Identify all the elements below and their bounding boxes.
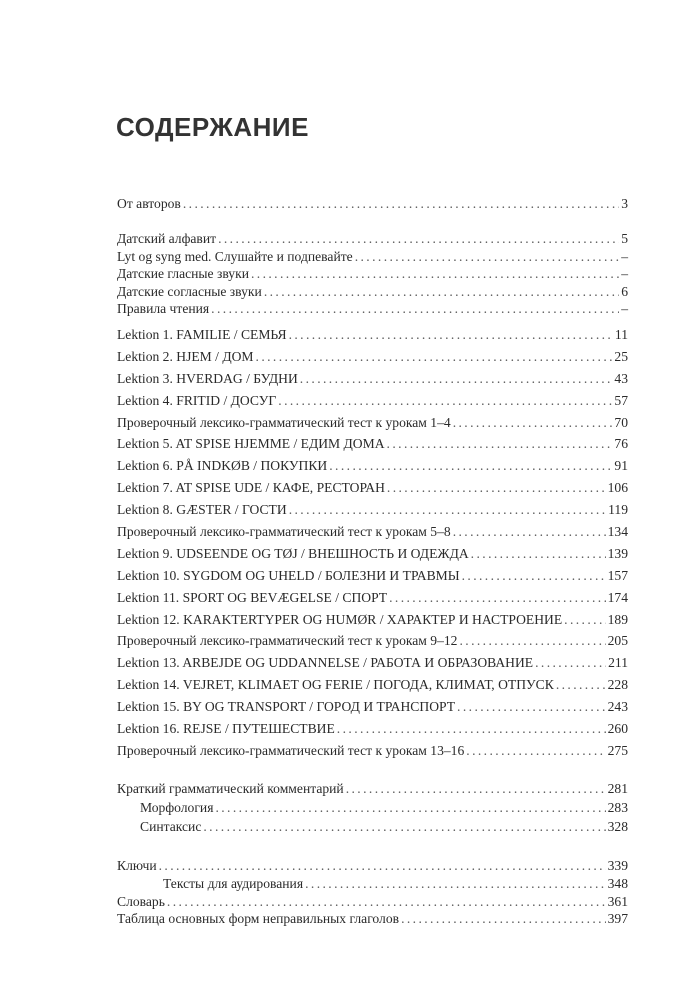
toc-entry-page: 205	[607, 633, 628, 649]
dot-leader	[387, 480, 606, 496]
toc-entry-page: 328	[607, 819, 628, 834]
toc-group-phonetics	[117, 231, 628, 319]
toc-entry[interactable]	[117, 284, 628, 302]
toc-entry-title: Lektion 14. VEJRET, KLIMAET OG FERIE / ПОГОДА, КЛИМАТ, ОТПУСК	[117, 677, 554, 693]
toc-entry-page: 5	[621, 231, 628, 246]
toc-entry-page: 139	[607, 545, 628, 561]
dot-leader	[300, 371, 613, 387]
toc-entry[interactable]	[117, 249, 628, 267]
toc-entry-page: 174	[607, 589, 628, 605]
toc-entry-title: Lektion 9. UDSEENDE OG TØJ / ВНЕШНОСТЬ И ОДЕЖДА	[117, 545, 469, 561]
toc-entry-title: Lektion 6. PÅ INDKØB / ПОКУПКИ	[117, 458, 328, 474]
toc-entry[interactable]	[117, 480, 628, 502]
toc-entry-title: Lektion 15. BY OG TRANSPORT / ГОРОД И ТРАНСПОРТ	[117, 699, 456, 715]
toc-entry[interactable]	[117, 781, 628, 800]
toc-entry[interactable]	[117, 458, 628, 480]
toc-entry[interactable]	[117, 633, 628, 655]
dot-leader	[256, 349, 613, 365]
dot-leader	[453, 415, 613, 431]
toc-entry[interactable]	[117, 393, 628, 415]
toc-entry-title: Проверочный лексико-грамматический тест к урокам 5–8	[117, 524, 451, 540]
toc-entry-page: 243	[607, 699, 628, 715]
toc-entry-page: 6	[621, 283, 628, 299]
toc-entry-page: 228	[607, 677, 628, 693]
toc-entry-page: 339	[607, 858, 628, 873]
dot-leader	[337, 721, 606, 737]
toc-entry-title: Lyt og syng med. Слушайте и подпевайте	[117, 248, 353, 264]
toc-entry[interactable]	[117, 677, 628, 699]
toc-entry-title: Краткий грамматический комментарий	[117, 781, 344, 796]
toc-entry-page: –	[621, 301, 628, 316]
toc-entry-title: Lektion 3. HVERDAG / БУДНИ	[117, 370, 298, 386]
toc-entry-title: Датские согласные звуки	[117, 283, 262, 299]
toc-entry-title: Правила чтения	[117, 301, 210, 316]
toc-entry-title: Lektion 2. HJEM / ДОМ	[117, 348, 254, 364]
toc-entry-title: Таблица основных форм неправильных глаголов	[117, 911, 400, 927]
toc-entry[interactable]	[117, 612, 628, 634]
toc-entry-page: –	[621, 266, 628, 281]
dot-leader	[387, 436, 613, 452]
toc-entry[interactable]	[117, 819, 628, 838]
toc-entry[interactable]	[117, 524, 628, 546]
toc-entry-page: 189	[607, 611, 628, 627]
toc-entry-page: 91	[614, 458, 628, 474]
toc-entry-page: 361	[607, 893, 628, 909]
dot-leader	[289, 502, 606, 518]
toc-entry-title: Синтаксис	[140, 819, 202, 834]
toc-entry-page: 134	[607, 524, 628, 540]
dot-leader	[389, 590, 606, 606]
toc-entry-title: Lektion 10. SYGDOM OG UHELD / БОЛЕЗНИ И ТРАВМЫ	[117, 567, 460, 583]
dot-leader	[215, 800, 605, 816]
toc-entry-title: Lektion 4. FRITID / ДОСУГ	[117, 392, 277, 408]
toc-entry-title: Lektion 12. KARAKTERTYPER OG HUMØR / ХАРАКТЕР И НАСТРОЕНИЕ	[117, 611, 563, 627]
toc-entry[interactable]	[117, 371, 628, 393]
toc-entry[interactable]	[117, 894, 628, 912]
dot-leader	[355, 249, 620, 265]
toc-entry-title: Датские гласные звуки	[117, 266, 249, 281]
dot-leader	[471, 546, 606, 562]
dot-leader	[462, 568, 606, 584]
dot-leader	[535, 655, 606, 671]
dot-leader	[329, 458, 612, 474]
toc-entry-page: 157	[607, 567, 628, 583]
toc-entry-page: 57	[614, 392, 628, 408]
toc-entry-title: Lektion 16. REJSE / ПУТЕШЕСТВИЕ	[117, 721, 335, 737]
toc-entry-title: Проверочный лексико-грамматический тест к урокам 13–16	[117, 742, 465, 758]
toc-entry-page: 11	[614, 327, 628, 342]
dot-leader	[264, 284, 619, 300]
toc-entry[interactable]	[117, 876, 628, 894]
dot-leader	[251, 266, 619, 282]
page-title: СОДЕРЖАНИЕ	[116, 112, 309, 142]
toc-entry-page: 25	[614, 348, 628, 364]
toc-entry-title: Ключи	[117, 858, 157, 873]
toc-entry[interactable]	[117, 502, 628, 524]
toc-entry-page: 3	[621, 196, 628, 211]
toc-entry-title: Датский алфавит	[117, 231, 217, 246]
dot-leader	[556, 677, 606, 693]
toc-entry-page: 397	[607, 911, 628, 927]
toc-entry[interactable]	[117, 196, 628, 214]
toc-entry-title: Тексты для аудирования	[163, 875, 304, 891]
toc-entry[interactable]	[117, 655, 628, 677]
toc-entry[interactable]	[117, 568, 628, 590]
toc-group-appendix	[117, 858, 628, 929]
toc-entry[interactable]	[117, 590, 628, 612]
toc-entry-title: Lektion 8. GÆSTER / ГОСТИ	[117, 502, 287, 518]
toc-entry-page: 348	[607, 875, 628, 891]
dot-leader	[183, 196, 619, 212]
toc-entry-page: 275	[607, 742, 628, 758]
toc-entry-title: Lektion 11. SPORT OG BEVÆGELSE / СПОРТ	[117, 589, 388, 605]
toc-entry[interactable]	[117, 743, 628, 765]
dot-leader	[564, 612, 605, 628]
toc-entry-page: 106	[607, 480, 628, 496]
toc-entry-page: 76	[614, 436, 628, 452]
toc-entry-page: 43	[614, 370, 628, 386]
dot-leader	[453, 524, 606, 540]
toc-group-intro	[117, 196, 628, 214]
toc-entry[interactable]	[117, 231, 628, 249]
toc-entry-title: Lektion 7. AT SPISE UDE / КАФЕ, РЕСТОРАН	[117, 480, 385, 496]
dot-leader	[203, 819, 605, 835]
toc-entry[interactable]	[117, 436, 628, 458]
toc-entry[interactable]	[117, 699, 628, 721]
toc-entry-page: 70	[614, 414, 628, 430]
dot-leader	[211, 301, 619, 317]
dot-leader	[289, 327, 613, 343]
toc-entry-title: От авторов	[117, 196, 181, 211]
toc-entry-title: Lektion 5. AT SPISE HJEMME / ЕДИМ ДОМА	[117, 436, 385, 452]
toc-group-lessons	[117, 327, 628, 765]
toc-entry[interactable]	[117, 546, 628, 568]
toc-entry-title: Lektion 13. ARBEJDE OG UDDANNELSE / РАБОТА И ОБРАЗОВАНИЕ	[117, 655, 534, 671]
toc-entry[interactable]	[117, 721, 628, 743]
toc-entry[interactable]	[117, 800, 628, 819]
toc-entry-title: Морфология	[140, 800, 214, 815]
toc-entry[interactable]	[117, 349, 628, 371]
dot-leader	[278, 393, 612, 409]
toc-entry-title: Проверочный лексико-грамматический тест к урокам 9–12	[117, 633, 458, 649]
dot-leader	[466, 743, 605, 759]
toc-entry-title: Lektion 1. FAMILIE / СЕМЬЯ	[117, 327, 287, 342]
toc-entry-page: 283	[607, 800, 628, 815]
dot-leader	[305, 876, 606, 892]
toc-entry-page: 119	[608, 502, 628, 518]
toc-entry[interactable]	[117, 301, 628, 319]
dot-leader	[167, 894, 606, 910]
toc-entry-page: –	[621, 248, 628, 264]
dot-leader	[159, 858, 606, 874]
dot-leader	[457, 699, 606, 715]
toc-group-grammar	[117, 781, 628, 838]
toc-entry-page: 260	[607, 721, 628, 737]
dot-leader	[459, 633, 605, 649]
toc-entry[interactable]	[117, 327, 628, 349]
dot-leader	[346, 781, 606, 797]
dot-leader	[218, 231, 619, 247]
toc-entry-page: 281	[607, 781, 628, 796]
toc-entry-title: Словарь	[117, 893, 165, 909]
toc-entry[interactable]	[117, 911, 628, 929]
toc-entry[interactable]	[117, 858, 628, 876]
toc-entry[interactable]	[117, 266, 628, 284]
toc-entry-page: 211	[608, 655, 628, 671]
dot-leader	[401, 911, 606, 927]
toc-entry[interactable]	[117, 415, 628, 437]
toc-entry-title: Проверочный лексико-грамматический тест к урокам 1–4	[117, 414, 451, 430]
